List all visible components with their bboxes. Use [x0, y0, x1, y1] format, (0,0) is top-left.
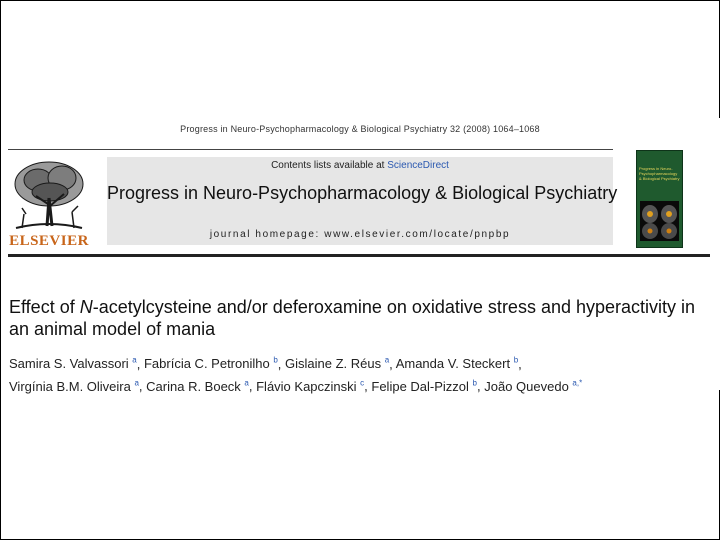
- article-title: [9, 296, 713, 340]
- title-italic-n: N: [79, 297, 93, 317]
- title-part-1: Effect of: [9, 297, 80, 317]
- author-separator: ,: [277, 356, 286, 372]
- author-name[interactable]: Fabrícia C. Petronilho $^b$: [143, 356, 278, 372]
- publisher-name: ELSEVIER: [9, 233, 89, 249]
- author-name[interactable]: João Quevedo $^{a,*}$: [484, 378, 583, 394]
- author-name[interactable]: Gislaine Z. Réus $^a$: [285, 356, 390, 372]
- sciencedirect-link[interactable]: ScienceDirect: [387, 160, 449, 171]
- author-affiliation[interactable]: b: [273, 356, 278, 365]
- author-affiliation[interactable]: b: [472, 378, 477, 388]
- author-separator: ,: [389, 356, 396, 372]
- author-separator: ,: [138, 378, 147, 394]
- author-separator: ,: [518, 356, 522, 372]
- author-name[interactable]: Felipe Dal-Pizzol $^b$: [371, 378, 477, 394]
- brain-scan-image: [640, 201, 679, 241]
- author-affiliation[interactable]: a: [244, 378, 249, 388]
- author-name[interactable]: Flávio Kapczinski $^c$: [256, 378, 365, 394]
- author-affiliation[interactable]: a: [134, 378, 139, 388]
- author-affiliation[interactable]: b: [513, 356, 519, 365]
- cover-title: Progress in Neuro-Psychopharmacology & Biological Psychiatry: [639, 166, 680, 181]
- author-separator: ,: [477, 378, 485, 394]
- contents-prefix: Contents lists available at: [271, 160, 388, 171]
- author-name[interactable]: Carina R. Boeck $^a$: [146, 378, 249, 394]
- journal-homepage[interactable]: journal homepage: www.elsevier.com/locate/pnpbp: [209, 229, 511, 240]
- author-affiliation[interactable]: a: [384, 356, 390, 365]
- author-affiliation[interactable]: a: [132, 356, 137, 365]
- contents-line: [107, 160, 613, 171]
- author-separator: ,: [248, 378, 257, 394]
- author-separator: ,: [364, 378, 372, 394]
- author-name[interactable]: Amanda V. Steckert $^b$: [395, 356, 519, 372]
- journal-title: Progress in Neuro-Psychopharmacology & Biological Psychiatry: [107, 183, 618, 203]
- title-part-2: -acetylcysteine and/or deferoxamine on oxidative stress and hyperactivity in an animal model of mania: [9, 297, 696, 339]
- author-affiliation[interactable]: c: [360, 378, 365, 388]
- citation-line: Progress in Neuro-Psychopharmacology & Biological Psychiatry 32 (2008) 1064–1068: [180, 124, 540, 134]
- author-name[interactable]: Virgínia B.M. Oliveira $^a$: [9, 378, 139, 394]
- journal-banner: [107, 157, 618, 245]
- author-separator: ,: [136, 356, 144, 372]
- header-divider: [8, 254, 710, 257]
- author-affiliation[interactable]: a,*: [572, 378, 583, 388]
- author-list: [9, 351, 713, 396]
- author-name[interactable]: Samira S. Valvassori $^a$: [9, 356, 137, 372]
- top-rule: [8, 149, 613, 150]
- journal-cover: [636, 150, 683, 248]
